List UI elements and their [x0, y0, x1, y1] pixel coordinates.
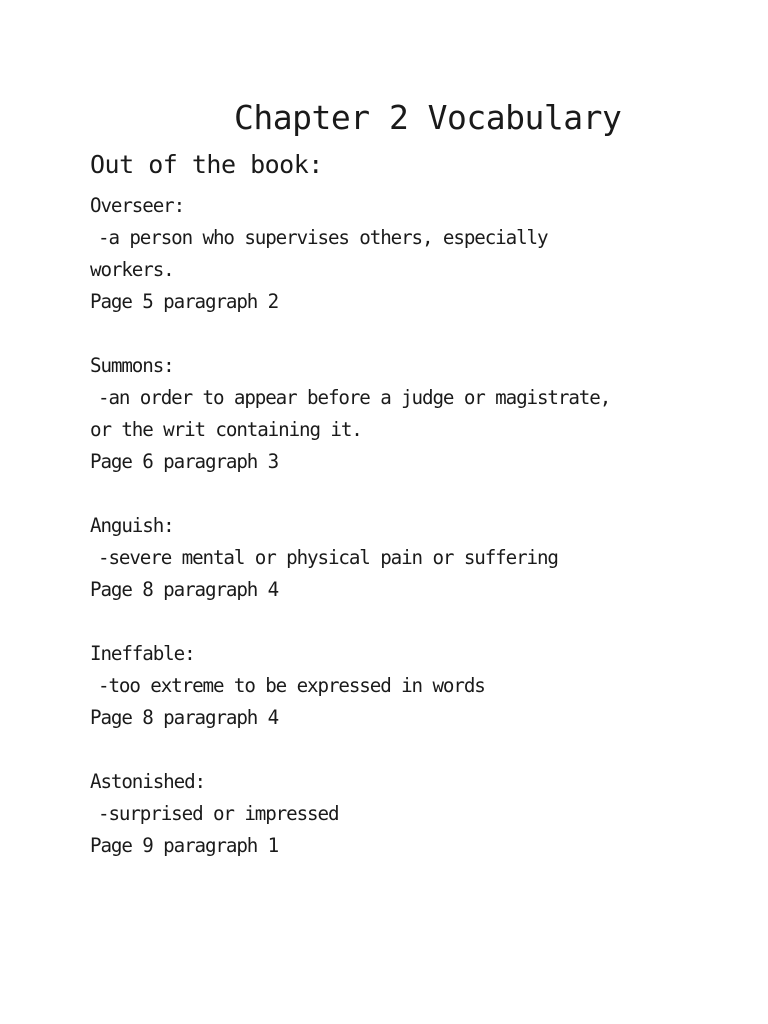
vocab-definition-line: workers. — [90, 258, 174, 281]
vocab-entry-overseer — [90, 190, 700, 318]
vocab-page-reference: Page 8 paragraph 4 — [90, 706, 279, 729]
vocab-entry-astonished — [90, 766, 700, 862]
vocab-page-reference: Page 8 paragraph 4 — [90, 578, 279, 601]
vocab-entry-anguish — [90, 510, 700, 606]
vocab-term: Ineffable: — [90, 642, 195, 665]
vocab-definition-line: -surprised or impressed — [98, 802, 339, 825]
vocab-page-reference: Page 6 paragraph 3 — [90, 450, 279, 473]
vocab-page-reference: Page 5 paragraph 2 — [90, 290, 279, 313]
vocab-term: Anguish: — [90, 514, 174, 537]
vocabulary-list — [90, 190, 700, 894]
vocab-term: Astonished: — [90, 770, 205, 793]
vocab-term: Overseer: — [90, 194, 185, 217]
vocab-entry-summons — [90, 350, 700, 478]
page-title: Chapter 2 Vocabulary — [234, 98, 622, 137]
vocab-definition-line: -severe mental or physical pain or suffering — [98, 546, 558, 569]
vocab-entry-ineffable — [90, 638, 700, 734]
vocab-term: Summons: — [90, 354, 174, 377]
vocab-definition-line: -a person who supervises others, especially — [98, 226, 548, 249]
section-subtitle: Out of the book: — [90, 150, 323, 179]
vocab-definition-line: -an order to appear before a judge or magistrate, — [98, 386, 611, 409]
vocab-definition-line: -too extreme to be expressed in words — [98, 674, 485, 697]
vocab-page-reference: Page 9 paragraph 1 — [90, 834, 279, 857]
vocab-definition-line: or the writ containing it. — [90, 418, 362, 441]
